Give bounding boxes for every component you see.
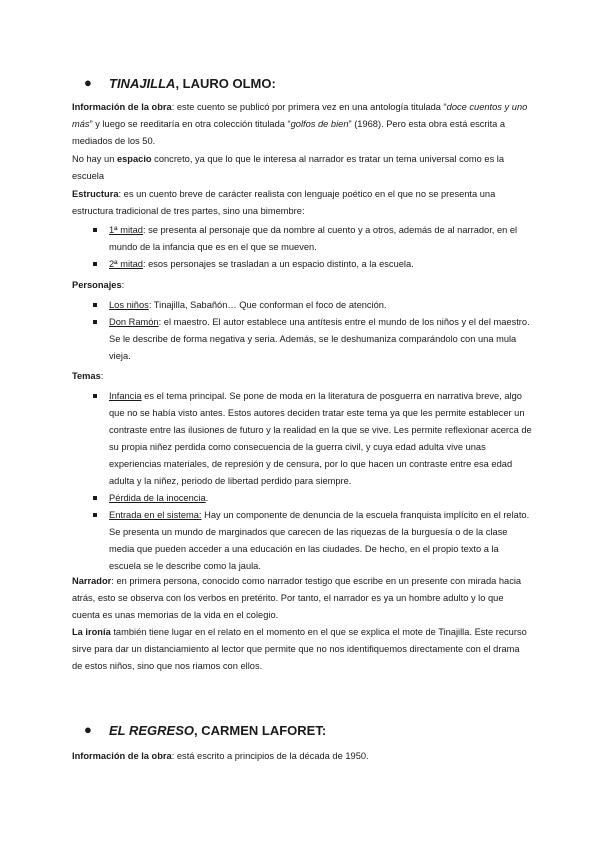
personajes-heading: Personajes: [72, 280, 125, 290]
estructura-paragraph: Estructura: es un cuento breve de carácter realista con lenguaje poético en el que no se presenta una estructura tradicional de tres partes, sino una bimembre: [72, 189, 496, 216]
list-item: Entrada en el sistema: Hay un componente de denuncia de la escuela franquista implícito en el relato. Se presenta un mundo de marginados que carecen de las riquezas de la burguesía o de la clase media que pueden acceder a una educación en las ciudades. De hecho, en el propio texto a la escuela se le describe como la jaula. [72, 507, 532, 575]
temas-heading: Temas: [72, 371, 104, 381]
work-author: , CARMEN LAFORET: [194, 723, 327, 738]
square-bullet-icon [93, 320, 97, 324]
list-item: Infancia es el tema principal. Se pone de moda en la literatura de posguerra en narrativa breve, algo que no se había visto antes. Estos autores deciden tratar este tema ya que les permite establecer un contraste entre las ilusiones de futuro y la realidad en la que se vive. Les permite reflexionar acerca de su propia niñez perdida como consecuencia de la guerra civil, y cuya edad adulta vive unas experiencias materiales, de represión y de censura, por lo que hacen un contraste entre esa edad adulta y la niñez, periodo de libertad perdido para siempre. [72, 388, 532, 490]
work-title: EL REGRESO [109, 723, 195, 738]
info-paragraph-2: Información de la obra: está escrito a principios de la década de 1950. [72, 751, 369, 761]
list-item: Don Ramón: el maestro. El autor establece una antítesis entre el mundo de los niños y el del maestro. Se le describe de forma negativa y seria. Además, se le deshumaniza comparándolo con una mula vieja. [72, 314, 532, 365]
square-bullet-icon [93, 303, 97, 307]
estructura-list [72, 222, 532, 273]
narrador-paragraph: Narrador: en primera persona, conocido como narrador testigo que escribe en un presente con mirada hacia atrás, esto se observa con los verbos en pretérito. Por tanto, el narrador es ya un hombre adulto y lo que cuenta es unas memorias de la vida en el colegio. [72, 576, 522, 620]
ironia-paragraph: La ironía también tiene lugar en el relato en el momento en el que se explica el mote de Tinajilla. Este recurso sirve para dar un distanciamiento al lector que permite que no nos identifiquemos directamente con el drama de estos niños, sino que nos riamos con ellos. [72, 627, 527, 671]
square-bullet-icon [93, 394, 97, 398]
square-bullet-icon [93, 262, 97, 266]
square-bullet-icon [93, 228, 97, 232]
personajes-list [72, 297, 532, 365]
espacio-paragraph: No hay un espacio concreto, ya que lo que le interesa al narrador es tratar un tema universal como es la escuela [72, 154, 505, 181]
list-item: Pérdida de la inocencia. [72, 490, 532, 507]
square-bullet-icon [93, 496, 97, 500]
square-bullet-icon [93, 513, 97, 517]
bullet-icon: ● [84, 75, 92, 90]
list-item: 1ª mitad: se presenta al personaje que da nombre al cuento y a otros, además de al narrador, en el mundo de la infancia que es en el que se mueven. [72, 222, 532, 256]
temas-list [72, 388, 532, 575]
work-author: , LAURO OLMO: [175, 76, 276, 91]
list-item: Los niños: Tinajilla, Sabañón… Que conforman el foco de atención. [72, 297, 532, 314]
work-title: TINAJILLA [109, 76, 176, 91]
bullet-icon: ● [84, 722, 92, 737]
list-item: 2ª mitad: esos personajes se trasladan a un espacio distinto, a la escuela. [72, 256, 532, 273]
info-paragraph: Información de la obra: este cuento se publicó por primera vez en una antología titulada “doce cuentos y uno más” y luego se reeditaría en otra colección titulada “golfos de bien” (1968). Pero esta obra está escrita a mediados de los 50. [72, 102, 528, 146]
